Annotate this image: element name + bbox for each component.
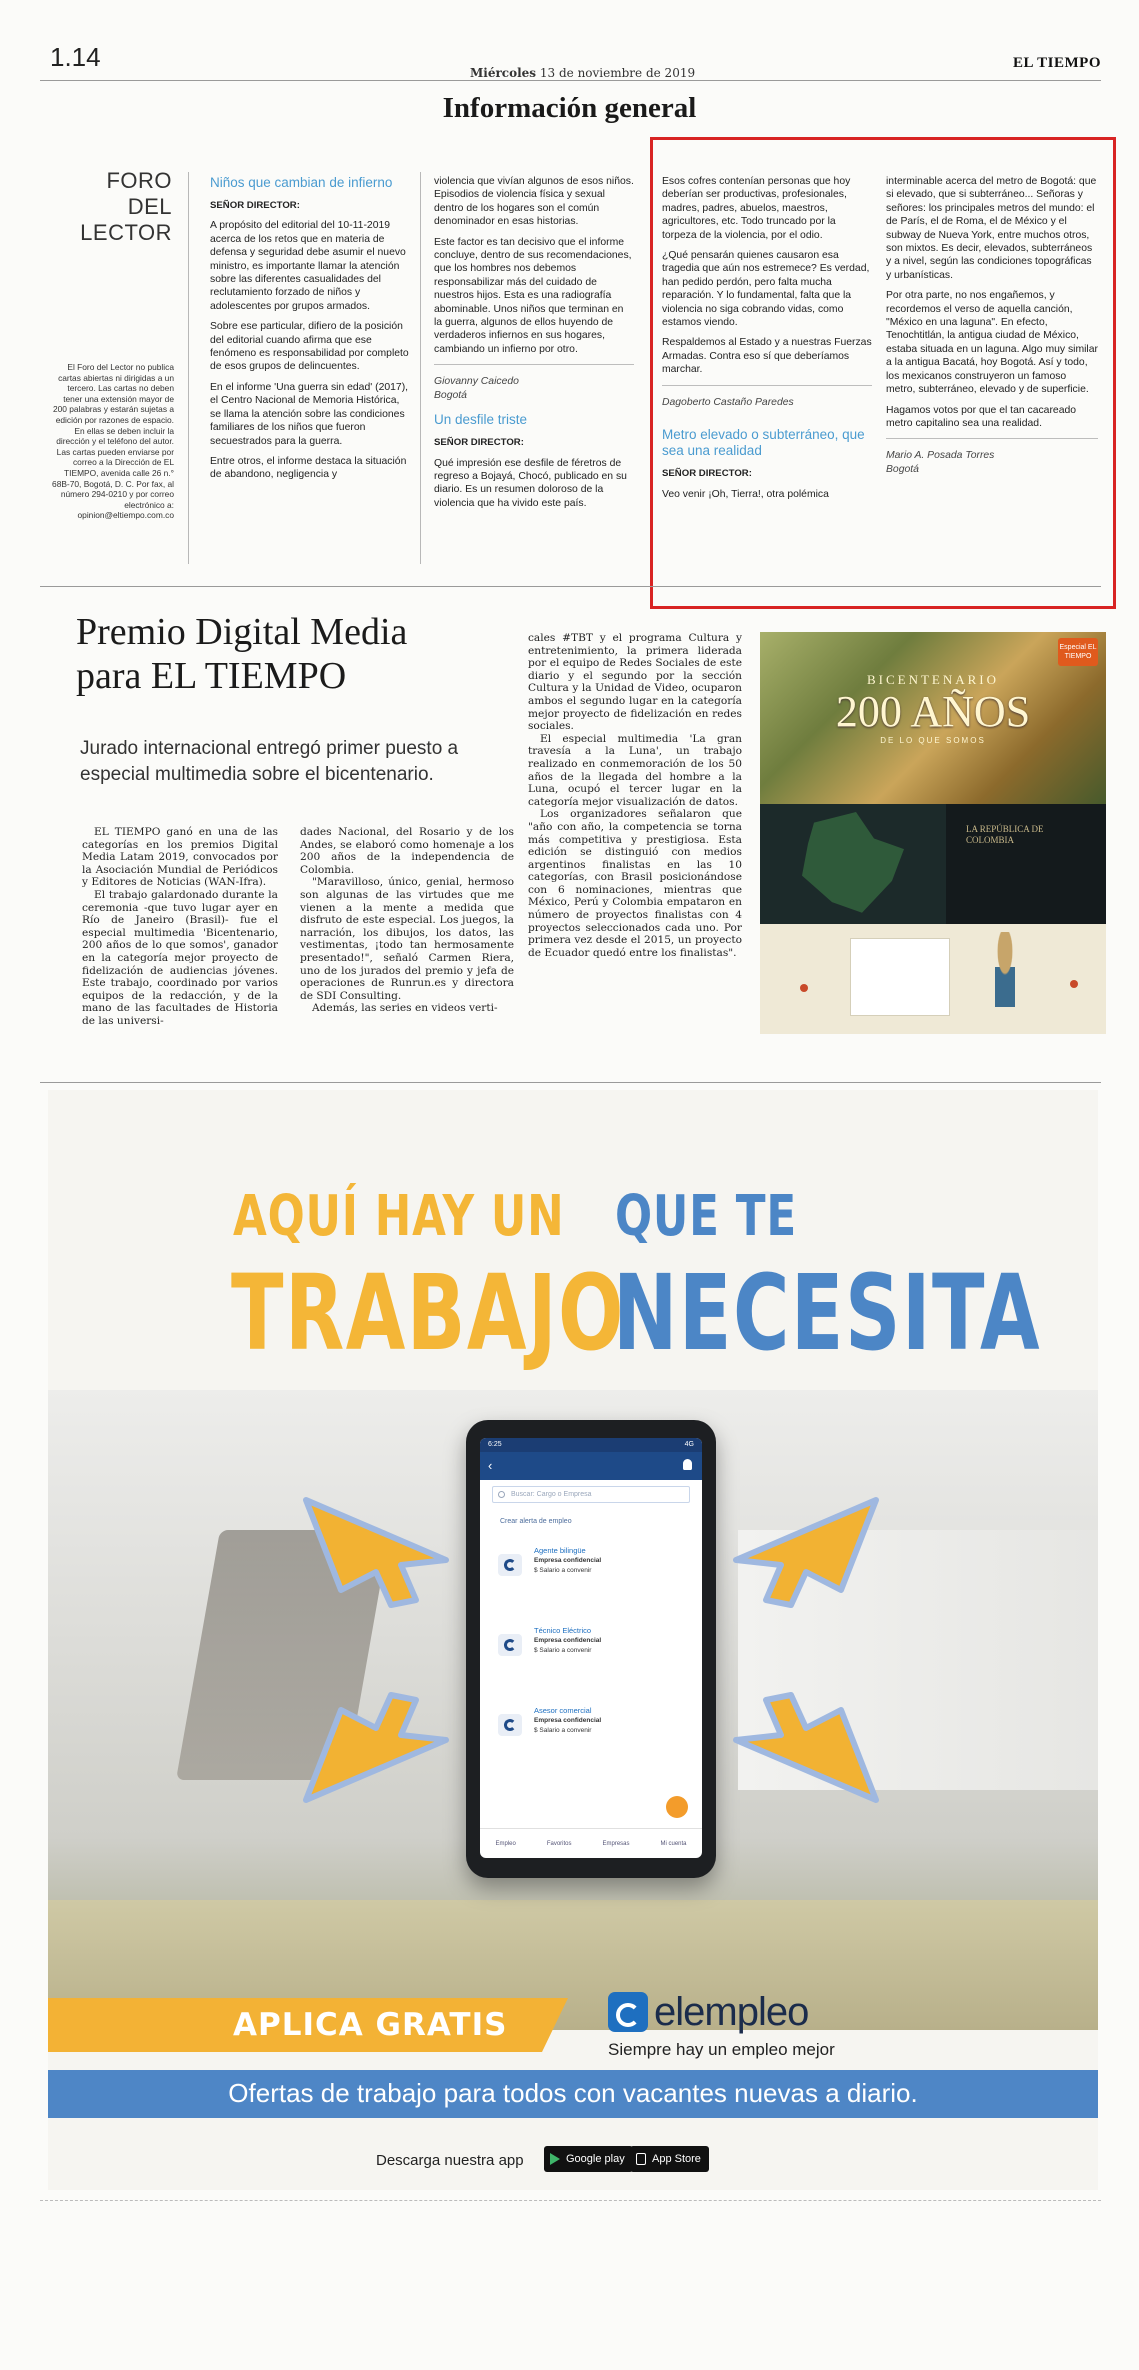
tab-favoritos[interactable]: Favoritos: [546, 1840, 572, 1847]
article-paragraph: cales #TBT y el programa Cultura y entretenimiento, la primera liderada por el equipo de Redes Sociales de este diario y el segundo por la sección Cultura y la Unidad de Video, ocuparon ambos el segundo lugar en la categoría mejor proyecto de fidelización en redes sociales.: [528, 632, 742, 733]
job-card[interactable]: [494, 1622, 694, 1678]
article-paragraph: EL TIEMPO ganó en una de las categorías en los premios Digital Media Latam 2019, convocados por la Asociación Mundial de Periódicos y Editores de Noticias (WAN-Ifra).: [82, 826, 278, 889]
company-logo-icon: [498, 1634, 522, 1656]
date-text: 13 de noviembre de 2019: [539, 66, 696, 80]
letter1-paragraph: En el informe 'Una guerra sin edad' (2017), el Centro Nacional de Memoria Histórica, se llama la atención sobre las condiciones familiares de los niños que fueron secuestrados para la guerra.: [210, 381, 409, 447]
letter2-author: Dagoberto Castaño Paredes: [662, 396, 794, 408]
column-divider: [420, 172, 421, 564]
status-signal: 4G: [684, 1441, 694, 1448]
letter3-paragraph: Por otra parte, no nos engañemos, y recordemos el verso de aquella canción, "México en una laguna". En efecto, Tenochtitlán, la antigua ciudad de México, estaba situada en un laguna. Algo muy similar a la antigua Bacatá, hoy Bogotá. Así y todo, los mexicanos construyeron un famoso metro, subterráneo, elevado y de superficie.: [886, 290, 1098, 396]
letter1-column: [210, 175, 410, 489]
phone-screen: [480, 1438, 702, 1858]
letter1-headline: Niños que cambian de infierno: [210, 175, 393, 190]
marker-dot: [1070, 980, 1078, 988]
job-title: Asesor comercial: [534, 1706, 592, 1715]
article-title: [76, 610, 516, 698]
column-divider: [188, 172, 189, 564]
letter3-paragraph: Hagamos votos por que el tan cacareado metro capitalino sea una realidad.: [886, 404, 1077, 429]
back-icon[interactable]: ‹: [488, 1458, 493, 1473]
ad-headline-2a: TRABAJO: [231, 1252, 625, 1374]
photo-heading-sub: DE LO QUE SOMOS: [880, 736, 986, 745]
letter2-paragraph: Esos cofres contenían personas que hoy deberían ser productivas, profesionales, madres, padres, abuelos, maestros, agricultores, etc. Todo truncado por la torpeza de la violencia, por el odio.: [662, 176, 851, 241]
elempleo-icon: [608, 1992, 648, 2032]
letter3-salutation: SEÑOR DIRECTOR:: [662, 468, 752, 480]
colombia-map: [790, 812, 910, 918]
letter1-paragraph: A propósito del editorial del 10-11-2019 acerca de los retos que en materia de defensa y seguridad debe asumir el nuevo ministro, es importante llamar la atención sobre las diferentes casualidades del reclutamiento forzado de niños y adolescentes por grupos armados.: [210, 220, 406, 312]
elempleo-tagline: Siempre hay un empleo mejor: [608, 2040, 835, 2059]
date-day: Miércoles: [470, 66, 537, 80]
footer-rule: [40, 2200, 1101, 2201]
letter1-author: Giovanny Caicedo: [434, 376, 519, 388]
company-logo-icon: [498, 1714, 522, 1736]
app-bar: [480, 1452, 702, 1480]
tab-bar: [480, 1828, 702, 1858]
photo-note-card: [850, 938, 950, 1016]
article-title-line1: Premio Digital Media: [76, 611, 408, 653]
arrow-icon: [296, 1490, 466, 1610]
tab-empresas[interactable]: Empresas: [602, 1840, 630, 1847]
search-input[interactable]: [492, 1486, 690, 1503]
foro-note: El Foro del Lector no publica cartas abiertas ni dirigidas a un tercero. Las cartas no deben tener una extensión mayor de 200 palabras y estarán sujetas a edición por razones de espacio. En ellas se deben incluir la dirección y el teléfono del autor. Las cartas pueden enviarse por correo a la Dirección de EL TIEMPO, avenida calle 26 n.° 68B-70, Bogotá, D. C. Por fax, al número 294-0210 y por correo electrónico a: opinion@eltiempo.com.co: [52, 362, 174, 521]
download-label: Descarga nuestra app: [376, 2152, 524, 2169]
aplica-gratis-text: APLICA GRATIS: [233, 2007, 508, 2043]
google-play-label: Google play: [566, 2153, 625, 2165]
article-paragraph: dades Nacional, del Rosario y de los Andes, se elaboró como homenaje a los 200 años de la independencia de Colombia.: [300, 826, 514, 876]
phone-icon: [636, 2153, 646, 2165]
letter1-paragraph: Entre otros, el informe destaca la situación de abandono, negligencia y: [210, 455, 407, 481]
letter2-paragraph: ¿Qué pensarán quienes causaron esa tragedia que aún nos estremece? Es verdad, han pedido perdón, pero falta mucha reparación. Y lo fundamental, falta que la violencia no siga cobrando vidas, como estamos viendo.: [662, 250, 870, 329]
marker-dot: [800, 984, 808, 992]
photo-dark-panel: [946, 804, 1106, 924]
company-logo-icon: [498, 1554, 522, 1576]
job-salary: $ Salario a convenir: [534, 1727, 592, 1734]
photo-banner: [760, 632, 1106, 804]
create-alert-link[interactable]: Crear alerta de empleo: [500, 1518, 572, 1525]
photo-map-panel: [760, 804, 1106, 924]
google-play-badge[interactable]: [544, 2146, 633, 2172]
job-company: Empresa confidencial: [534, 1717, 602, 1724]
letter2-paragraph: Qué impresión ese desfile de féretros de regreso a Bojayá, Chocó, publicado en su diario. Es un resumen doloroso de la violencia que ha vivido este país.: [434, 457, 627, 509]
ad-headline-1a: AQUÍ HAY UN: [233, 1184, 565, 1249]
app-store-label: App Store: [652, 2153, 701, 2165]
status-bar: [480, 1438, 702, 1452]
letter2-column: [434, 175, 634, 517]
job-salary: $ Salario a convenir: [534, 1647, 592, 1654]
letter3-paragraph: interminable acerca del metro de Bogotá: que si elevado, que si subterráneo... Señoras y señores: los principales metros del mundo: el de París, el de Roma, el de México y el subway de Nueva York, entre muchos otros, son mixtos. Es decir, elevados, subterráneos y a nivel, según las condiciones topográficas y urbanísticas.: [886, 176, 1097, 281]
job-title: Agente bilingüe: [534, 1546, 586, 1555]
photo-illustration-panel: [760, 924, 1106, 1034]
job-company: Empresa confidencial: [534, 1637, 602, 1644]
job-salary: $ Salario a convenir: [534, 1567, 592, 1574]
job-title: Técnico Eléctrico: [534, 1626, 592, 1635]
job-card[interactable]: [494, 1542, 694, 1598]
signature-rule: [434, 364, 634, 365]
letter1-salutation: SEÑOR DIRECTOR:: [210, 200, 300, 211]
foro-title: [60, 168, 172, 246]
article-column-3: [528, 632, 742, 959]
article-column-2: [300, 826, 514, 1015]
search-icon: [498, 1491, 505, 1498]
ad-rule: [40, 1082, 1101, 1083]
bicentenario-photo: [760, 632, 1106, 1034]
article-paragraph: Además, las series en videos verti-: [312, 1002, 498, 1015]
search-placeholder: Buscar: Cargo o Empresa: [511, 1491, 592, 1498]
bell-icon[interactable]: [683, 1459, 692, 1470]
article-column-1: [82, 826, 278, 1028]
tab-empleo[interactable]: Empleo: [495, 1840, 516, 1847]
letter3-paragraph: Veo venir ¡Oh, Tierra!, otra polémica: [662, 488, 829, 500]
letter3-city: Bogotá: [886, 463, 919, 475]
article-paragraph: "Maravilloso, único, genial, hermoso son algunas de las virtudes que me vienen a la mente a medida que disfruto de este especial. Los juegos, la narración, los dibujos, los datos, las vestimentas, ¡todo tan hermosamente presentado!", señaló Carmen Riera, uno de los jurados del premio y jefa de operaciones de Runrun.es y directora de SDI Consulting.: [300, 876, 514, 1002]
photo-figure: [980, 932, 1030, 1028]
page-number: 1.14: [50, 42, 101, 72]
letter2-paragraph: Respaldemos al Estado y a nuestras Fuerzas Armadas. Contra eso sí que deberíamos marchar.: [662, 337, 872, 376]
letter2-headline: Un desfile triste: [434, 412, 528, 428]
elempleo-ad: [48, 1090, 1098, 2190]
status-time: 6:25: [488, 1441, 502, 1448]
filter-fab[interactable]: [666, 1796, 688, 1818]
photo-heading-big: 200 AÑOS: [835, 687, 1031, 736]
letter2-salutation: SEÑOR DIRECTOR:: [434, 437, 524, 449]
article-paragraph: El especial multimedia 'La gran travesía a la Luna', un trabajo realizado en conmemoración de los 50 años de la llegada del hombre a la Luna, ocupó el tercer lugar en la categoría mejor visualización de datos.: [528, 732, 742, 808]
section-rule: [40, 586, 1101, 587]
app-store-badge[interactable]: [630, 2146, 709, 2172]
date-line: [470, 66, 695, 80]
job-card[interactable]: [494, 1702, 694, 1758]
job-company: Empresa confidencial: [534, 1557, 602, 1564]
highlight-box: [650, 137, 1116, 609]
photo-heading-small: BICENTENARIO: [866, 672, 1000, 687]
elempleo-wordmark: elempleo: [654, 1990, 809, 2034]
foro-title-line2: LECTOR: [80, 220, 172, 245]
header-rule: [40, 80, 1101, 81]
section-title: Información general: [442, 92, 697, 124]
letter1-city: Bogotá: [434, 389, 467, 401]
play-icon: [550, 2153, 560, 2165]
foro-title-line1: FORO DEL: [106, 168, 172, 219]
letter1-paragraph: Sobre ese particular, difiero de la posición del editorial cuando afirma que ese fenómeno es responsabilidad por completo de esos grupos de delincuentes.: [210, 321, 409, 373]
phone-mockup: [466, 1420, 716, 1878]
photo-badge: Especial EL TIEMPO: [1058, 638, 1098, 666]
arrow-icon: [716, 1690, 886, 1810]
arrow-icon: [296, 1690, 466, 1810]
article-paragraph: El trabajo galardonado durante la ceremonia -que tuvo lugar ayer en Río de Janeiro (Brasil)- fue el especial multimedia 'Bicentenario, 200 años de lo que somos', ganador en la categoría mejor proyecto de fidelización de audiencias jóvenes. Este trabajo, coordinado por varios equipos de la redacción, y de la mano de las facultades de Historia de las universi-: [82, 888, 278, 1027]
article-paragraph: Los organizadores señalaron que "año con año, la competencia se torna más competitiva y prestigiosa. Esta edición se distinguió con medios argentinos finalistas en las 10 categorías, con Brasil posicionándose con 6 nominaciones, mientras que México, Perú y Colombia empataron en número de proyectos finalistas con 4 proyectos seleccionados cada uno. Por primera vez desde el 2015, un proyecto de Ecuador quedó entre los finalistas".: [528, 808, 742, 959]
ad-headline-2b: NECESITA: [613, 1252, 1042, 1374]
tab-mi-cuenta[interactable]: Mi cuenta: [660, 1840, 687, 1847]
letter1-paragraph: Este factor es tan decisivo que el informe concluye, dentro de sus recomendaciones, que los hombres nos debemos responsabilizar más del cuidado de nuestros hijos. Esta es una radiografía abominable. Unos niños que terminan en la guerra, algunos de ellos huyendo de verdaderos infiernos en sus hogares, cambiando un infierno por otro.: [434, 236, 632, 355]
letter3-headline: Metro elevado o subterráneo, que sea una realidad: [662, 427, 865, 459]
letter1-paragraph: violencia que vivían algunos de esos niños. Episodios de violencia física y sexual dentro de los hogares son el común denominador en esas historias.: [434, 176, 634, 228]
elempleo-logo: [608, 1990, 868, 2036]
offer-band-text: Ofertas de trabajo para todos con vacantes nuevas a diario.: [228, 2078, 918, 2108]
photo-map-text: LA REPÚBLICA DE COLOMBIA: [966, 824, 1044, 845]
article-subtitle: Jurado internacional entregó primer puesto a especial multimedia sobre el bicentenario.: [80, 738, 459, 785]
letter3-author: Mario A. Posada Torres: [886, 450, 995, 462]
ad-headline-1b: QUE TE: [615, 1184, 797, 1249]
brand-logo: EL TIEMPO: [1013, 55, 1101, 71]
arrow-icon: [716, 1490, 886, 1610]
article-title-line2: para EL TIEMPO: [76, 655, 347, 697]
